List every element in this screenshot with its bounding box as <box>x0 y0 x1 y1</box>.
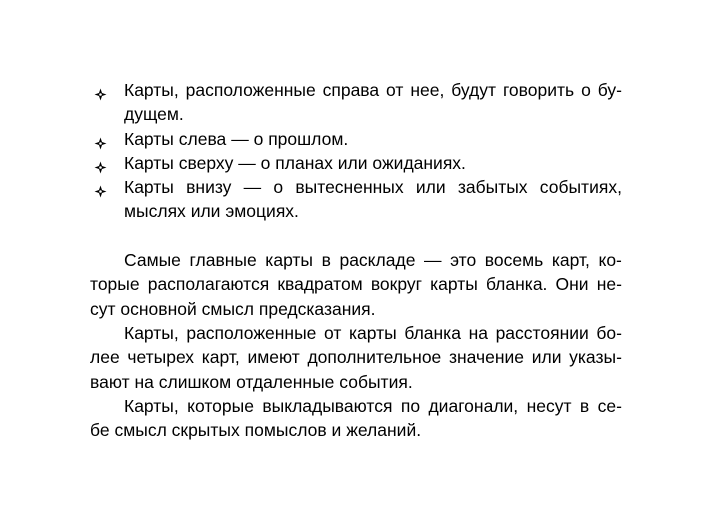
word: от <box>324 322 342 343</box>
bullet-line <box>90 175 622 199</box>
word: событиях, <box>539 177 622 198</box>
word: планах <box>275 152 333 173</box>
word: расстоянии <box>495 322 589 343</box>
diamond-star-icon <box>94 180 107 193</box>
word: будут <box>451 80 497 100</box>
word: карт, <box>201 347 240 368</box>
word: выкладываются <box>262 395 393 416</box>
word: Самые <box>124 250 181 271</box>
word: или <box>415 177 446 198</box>
word: карт, <box>551 250 590 271</box>
word: в <box>579 395 590 416</box>
word: Они <box>555 274 589 295</box>
word: карты <box>430 274 478 295</box>
word: от <box>386 80 404 100</box>
word: вокруг <box>370 274 422 295</box>
word: ко- <box>598 250 622 271</box>
word: значение <box>448 347 525 368</box>
word: внизу <box>186 177 232 198</box>
word: восемь <box>484 250 544 271</box>
bullet-list <box>90 78 622 224</box>
word: лее <box>90 347 120 368</box>
word: сверху <box>178 152 234 173</box>
word: расположенные <box>186 322 317 343</box>
word: бо- <box>596 322 622 343</box>
word: отдаленные <box>236 371 335 392</box>
word: в <box>321 250 331 271</box>
word: желаний. <box>346 420 422 441</box>
word: ожиданиях. <box>372 152 466 173</box>
word: мыслях <box>124 201 186 222</box>
word: имеют <box>247 347 300 368</box>
word: указы- <box>569 347 622 368</box>
word: бланка <box>404 322 461 343</box>
word: торые <box>90 274 140 295</box>
word: дущем. <box>124 104 184 125</box>
word: — <box>238 152 256 173</box>
word: основной <box>120 298 197 319</box>
word: или <box>337 152 368 173</box>
word: на <box>468 322 488 343</box>
diamond-star-icon <box>94 132 107 145</box>
paragraph-block <box>90 248 622 442</box>
word: карты <box>265 250 314 271</box>
bullet-item <box>90 78 622 127</box>
bullet-line <box>90 199 622 223</box>
word: расположенные <box>185 80 316 100</box>
word: не- <box>596 274 622 295</box>
word: — <box>424 250 442 271</box>
diamond-star-icon <box>94 156 107 169</box>
word: смысл <box>114 420 167 441</box>
word: забытых <box>457 177 528 198</box>
word: смысл <box>201 298 254 319</box>
word: слева <box>178 128 227 149</box>
word: помыслов <box>244 420 327 441</box>
word: или <box>190 201 221 222</box>
paragraph-line <box>90 248 622 272</box>
document-body <box>90 78 622 442</box>
word: события. <box>339 371 413 392</box>
paragraph <box>90 394 622 443</box>
paragraph <box>90 248 622 321</box>
word: предсказания. <box>258 298 376 319</box>
bullet-line <box>90 151 622 175</box>
paragraph-line <box>90 418 622 442</box>
paragraph-line <box>90 370 622 394</box>
spacer <box>90 224 622 248</box>
word: несут <box>526 395 572 416</box>
paragraph-line <box>90 321 622 345</box>
paragraph-line <box>90 345 622 369</box>
paragraph <box>90 321 622 394</box>
word: — <box>243 177 262 198</box>
bullet-line <box>90 127 622 151</box>
word: Карты <box>124 177 174 198</box>
diamond-star-icon <box>94 83 107 96</box>
word: о <box>260 152 271 173</box>
paragraph-line <box>90 394 622 418</box>
word: которые <box>187 395 254 416</box>
word: — <box>231 128 249 149</box>
word: Карты, <box>124 395 179 416</box>
word: о <box>273 177 284 198</box>
word: главные <box>189 250 257 271</box>
word: Карты, <box>124 80 179 100</box>
word: нее, <box>410 80 445 100</box>
word: о <box>581 80 591 100</box>
word: дополнительное <box>307 347 442 368</box>
bullet-item <box>90 151 622 175</box>
word: Карты <box>124 128 174 149</box>
word: эмоциях. <box>225 201 299 222</box>
word: карты <box>349 322 397 343</box>
word: справа <box>322 80 380 100</box>
word: располагаются <box>147 274 270 295</box>
bullet-line <box>90 102 622 126</box>
word: бу- <box>597 80 622 100</box>
word: вают <box>90 371 130 392</box>
bullet-item <box>90 127 622 151</box>
word: сут <box>90 298 116 319</box>
word: раскладе <box>339 250 416 271</box>
word: это <box>450 250 477 271</box>
word: о <box>253 128 264 149</box>
word: на <box>134 371 154 392</box>
word: квадратом <box>277 274 363 295</box>
word: бланка. <box>485 274 548 295</box>
paragraph-line <box>90 272 622 296</box>
word: четырех <box>127 347 195 368</box>
word: говорить <box>502 80 575 100</box>
paragraph-line <box>90 297 622 321</box>
bullet-line <box>90 78 622 102</box>
word: диагонали, <box>428 395 519 416</box>
word: Карты, <box>124 322 179 343</box>
word: прошлом. <box>268 128 349 149</box>
word: по <box>400 395 421 416</box>
bullet-item <box>90 175 622 224</box>
word: бе <box>90 420 110 441</box>
word: и <box>331 420 342 441</box>
word: или <box>531 347 562 368</box>
word: слишком <box>158 371 232 392</box>
word: Карты <box>124 152 174 173</box>
word: се- <box>597 395 622 416</box>
word: вытесненных <box>295 177 404 198</box>
word: скрытых <box>171 420 240 441</box>
